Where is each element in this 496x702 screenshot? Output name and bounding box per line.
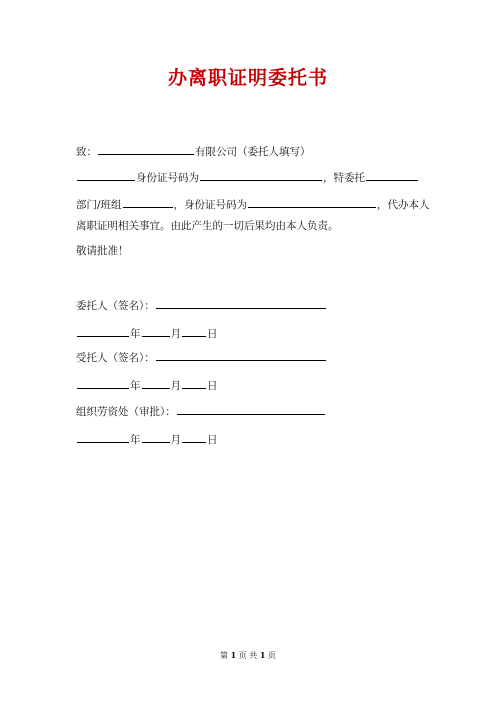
agent-signature-line: [76, 348, 327, 365]
agent-date-line: [76, 376, 218, 393]
agent-signature-blank[interactable]: [156, 348, 326, 361]
to-prefix: 致：: [76, 146, 97, 158]
act-on-behalf-text: ，代办本人: [377, 199, 430, 211]
day-label: 日: [207, 434, 218, 446]
day-blank[interactable]: [182, 376, 206, 389]
year-blank[interactable]: [77, 376, 129, 389]
day-label: 日: [207, 380, 218, 392]
to-suffix: 有限公司（委托人填写）: [195, 146, 311, 158]
principal-date-line: [76, 324, 218, 341]
agent-label: 受托人（签名）：: [76, 352, 155, 364]
day-blank[interactable]: [182, 324, 206, 337]
principal-id-blank[interactable]: [200, 168, 322, 181]
month-blank[interactable]: [142, 376, 170, 389]
year-label: 年: [130, 380, 141, 392]
dept-blank[interactable]: [123, 195, 173, 208]
agent-name-blank[interactable]: [366, 168, 418, 181]
id-label-2: ，身份证号码为: [173, 199, 248, 211]
month-blank[interactable]: [142, 324, 170, 337]
responsibility-line: 离职证明相关事宜。由此产生的一切后果均由本人负责。: [76, 220, 339, 232]
year-label: 年: [130, 434, 141, 446]
page-total: 1: [259, 650, 266, 660]
month-label: 月: [170, 434, 181, 446]
dept-label: 部门/班组: [76, 199, 122, 211]
special-entrust-text: ，特委托: [323, 172, 365, 184]
agent-id-blank[interactable]: [248, 195, 376, 208]
approval-request: 敬请批准！: [76, 245, 129, 257]
principal-signature-blank[interactable]: [156, 296, 326, 309]
page-footer: [0, 650, 496, 661]
org-approval-line: [76, 402, 326, 419]
org-approval-blank[interactable]: [177, 402, 325, 415]
month-label: 月: [170, 328, 181, 340]
id-label: 身份证号码为: [136, 172, 199, 184]
principal-id-line: [76, 168, 419, 185]
principal-label: 委托人（签名）：: [76, 300, 155, 312]
day-blank[interactable]: [182, 430, 206, 443]
org-label: 组织劳资处（审批）：: [76, 406, 176, 418]
page-prefix: 第: [220, 651, 229, 660]
year-blank[interactable]: [77, 430, 129, 443]
month-label: 月: [170, 380, 181, 392]
page-mid: 页 共: [238, 651, 258, 660]
day-label: 日: [207, 328, 218, 340]
year-label: 年: [130, 328, 141, 340]
document-title: 办离职证明委托书: [167, 67, 328, 89]
page-suffix: 页: [267, 651, 276, 660]
principal-name-blank[interactable]: [77, 168, 135, 181]
year-blank[interactable]: [77, 324, 129, 337]
org-date-line: [76, 430, 218, 447]
company-name-blank[interactable]: [98, 142, 194, 155]
agent-dept-line: [76, 195, 430, 212]
principal-signature-line: [76, 296, 327, 313]
addressee-line: [76, 142, 311, 159]
month-blank[interactable]: [142, 430, 170, 443]
page-current: 1: [230, 650, 237, 660]
